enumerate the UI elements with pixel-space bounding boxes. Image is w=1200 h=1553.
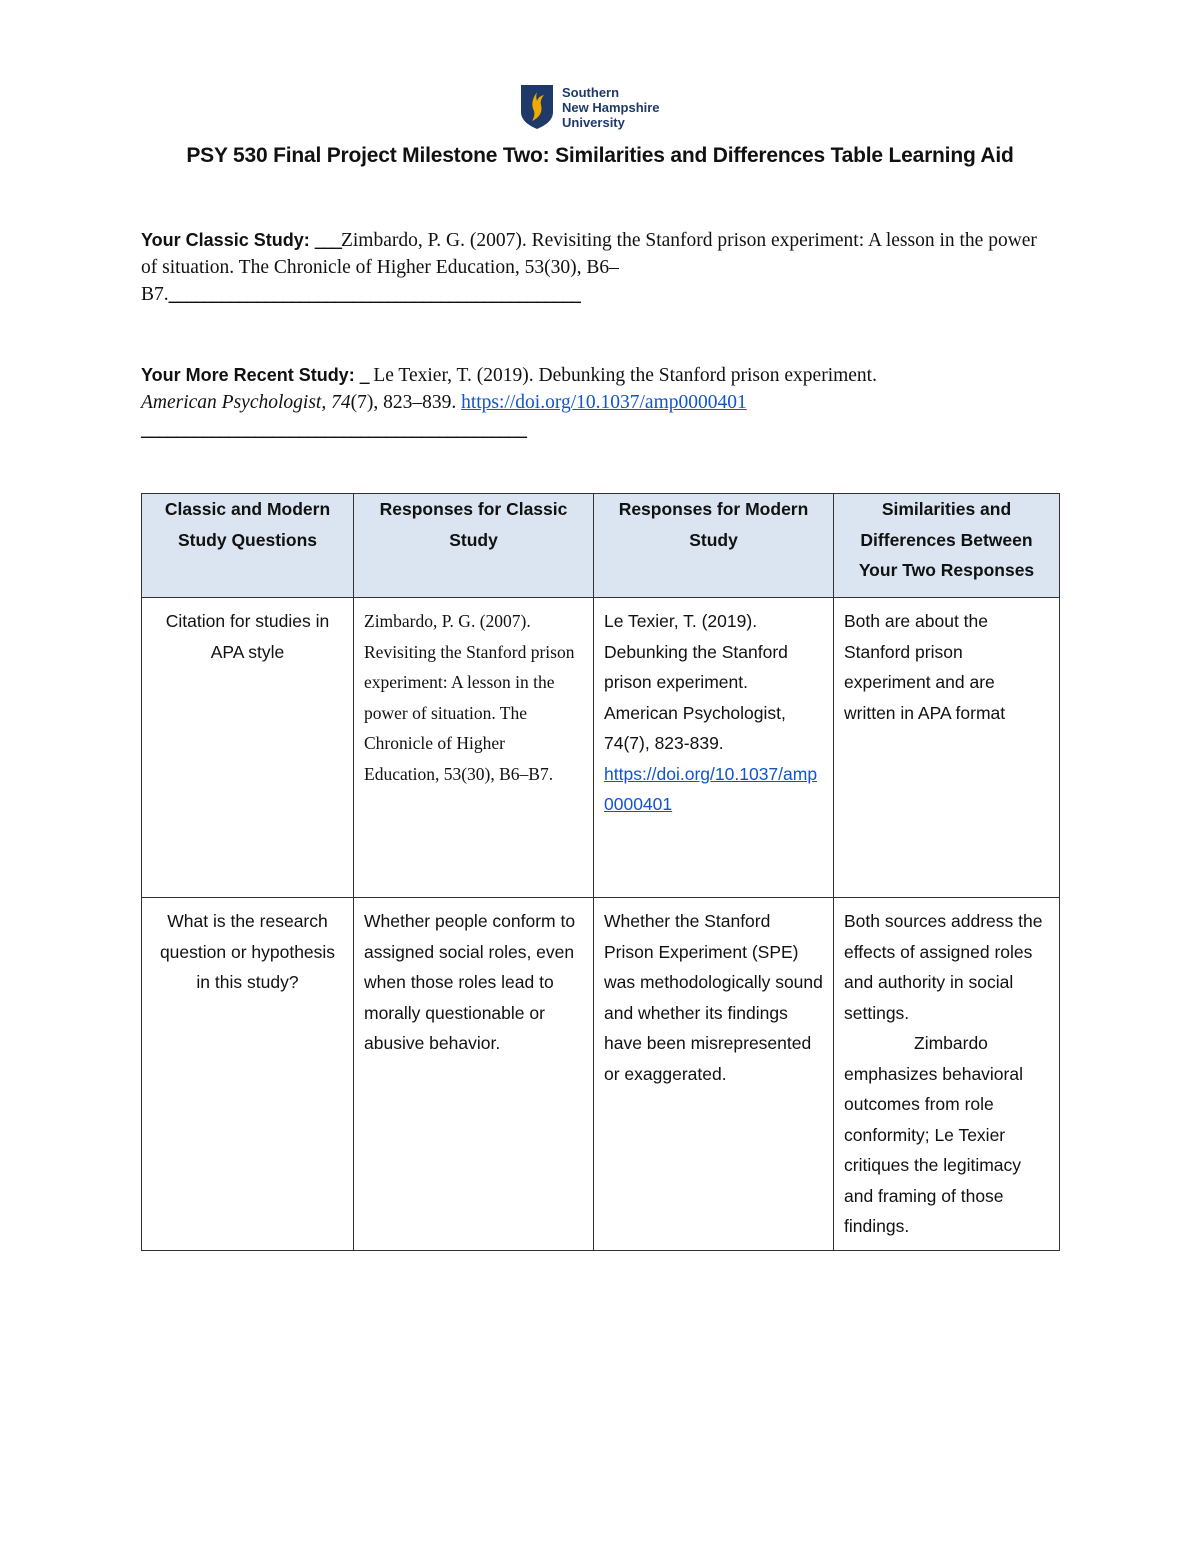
recent-study-trail: ____________________________________________ bbox=[141, 419, 526, 440]
classic-study-trail: _______________________________________________ bbox=[168, 284, 580, 305]
header-classic: Responses for Classic Study bbox=[354, 494, 594, 598]
recent-study-citation-a: Le Texier, T. (2019). Debunking the Stanford prison experiment. bbox=[368, 365, 877, 386]
recent-study-citation-b: (7), 823–839. bbox=[350, 392, 462, 413]
classic-study-line bbox=[141, 227, 1041, 308]
page-title: PSY 530 Final Project Milestone Two: Similarities and Differences Table Learning Aid bbox=[186, 144, 1014, 167]
classic-study-blank: ___ bbox=[314, 230, 341, 251]
row1-modern: Le Texier, T. (2019). Debunking the Stanford prison experiment. American Psychologist, 74(7), 823-839. bbox=[604, 611, 788, 753]
header-questions: Classic and Modern Study Questions bbox=[142, 494, 354, 598]
recent-study-label: Your More Recent Study: bbox=[141, 365, 360, 385]
recent-study-doi-link[interactable]: https://doi.org/10.1037/amp0000401 bbox=[461, 392, 747, 413]
logo-line-3: University bbox=[562, 114, 625, 130]
classic-study-label: Your Classic Study: bbox=[141, 230, 315, 250]
comparison-table bbox=[141, 493, 1060, 1251]
row2-modern: Whether the Stanford Prison Experiment (SPE) was methodologically sound and whether its findings have been misrepresented or exaggerated. bbox=[594, 898, 834, 1251]
row1-modern-cell bbox=[594, 598, 834, 898]
recent-study-journal: American Psychologist, 74 bbox=[141, 392, 351, 413]
row2-question: What is the research question or hypothesis in this study? bbox=[142, 898, 354, 1251]
classic-study-citation: Zimbardo, P. G. (2007). Revisiting the Stanford prison experiment: A lesson in the power of situation. The Chronicle of Higher Education, 53(30), B6–B7. bbox=[141, 230, 1037, 305]
row2-compare-b: Zimbardo emphasizes behavioral outcomes from role conformity; Le Texier critiques the legitimacy and framing of those findings. bbox=[844, 1033, 1023, 1236]
shield-flame-icon bbox=[520, 84, 554, 130]
university-logo bbox=[520, 84, 660, 130]
header-modern: Responses for Modern Study bbox=[594, 494, 834, 598]
table-row bbox=[142, 898, 1060, 1251]
row2-classic: Whether people conform to assigned social roles, even when those roles lead to morally questionable or abusive behavior. bbox=[354, 898, 594, 1251]
recent-study-line bbox=[141, 362, 1041, 443]
logo-line-2: New Hampshire bbox=[562, 99, 660, 115]
row1-question: Citation for studies in APA style bbox=[142, 598, 354, 898]
recent-study-blank: _ bbox=[359, 365, 369, 386]
row1-modern-doi-link[interactable]: https://doi.org/10.1037/amp0000401 bbox=[604, 763, 818, 814]
row2-compare-a: Both sources address the effects of assigned roles and authority in social settings. bbox=[844, 911, 1043, 1023]
logo-wordmark bbox=[562, 85, 660, 130]
header-compare: Similarities and Differences Between Your Two Responses bbox=[834, 494, 1060, 598]
row1-classic: Zimbardo, P. G. (2007). Revisiting the Stanford prison experiment: A lesson in the power of situation. The Chronicle of Higher Education, 53(30), B6–B7. bbox=[354, 598, 594, 898]
table-header-row bbox=[142, 494, 1060, 598]
logo-line-1: Southern bbox=[562, 84, 620, 100]
row2-compare-cell bbox=[834, 898, 1060, 1251]
row1-compare: Both are about the Stanford prison experiment and are written in APA format bbox=[834, 598, 1060, 898]
table-row bbox=[142, 598, 1060, 898]
